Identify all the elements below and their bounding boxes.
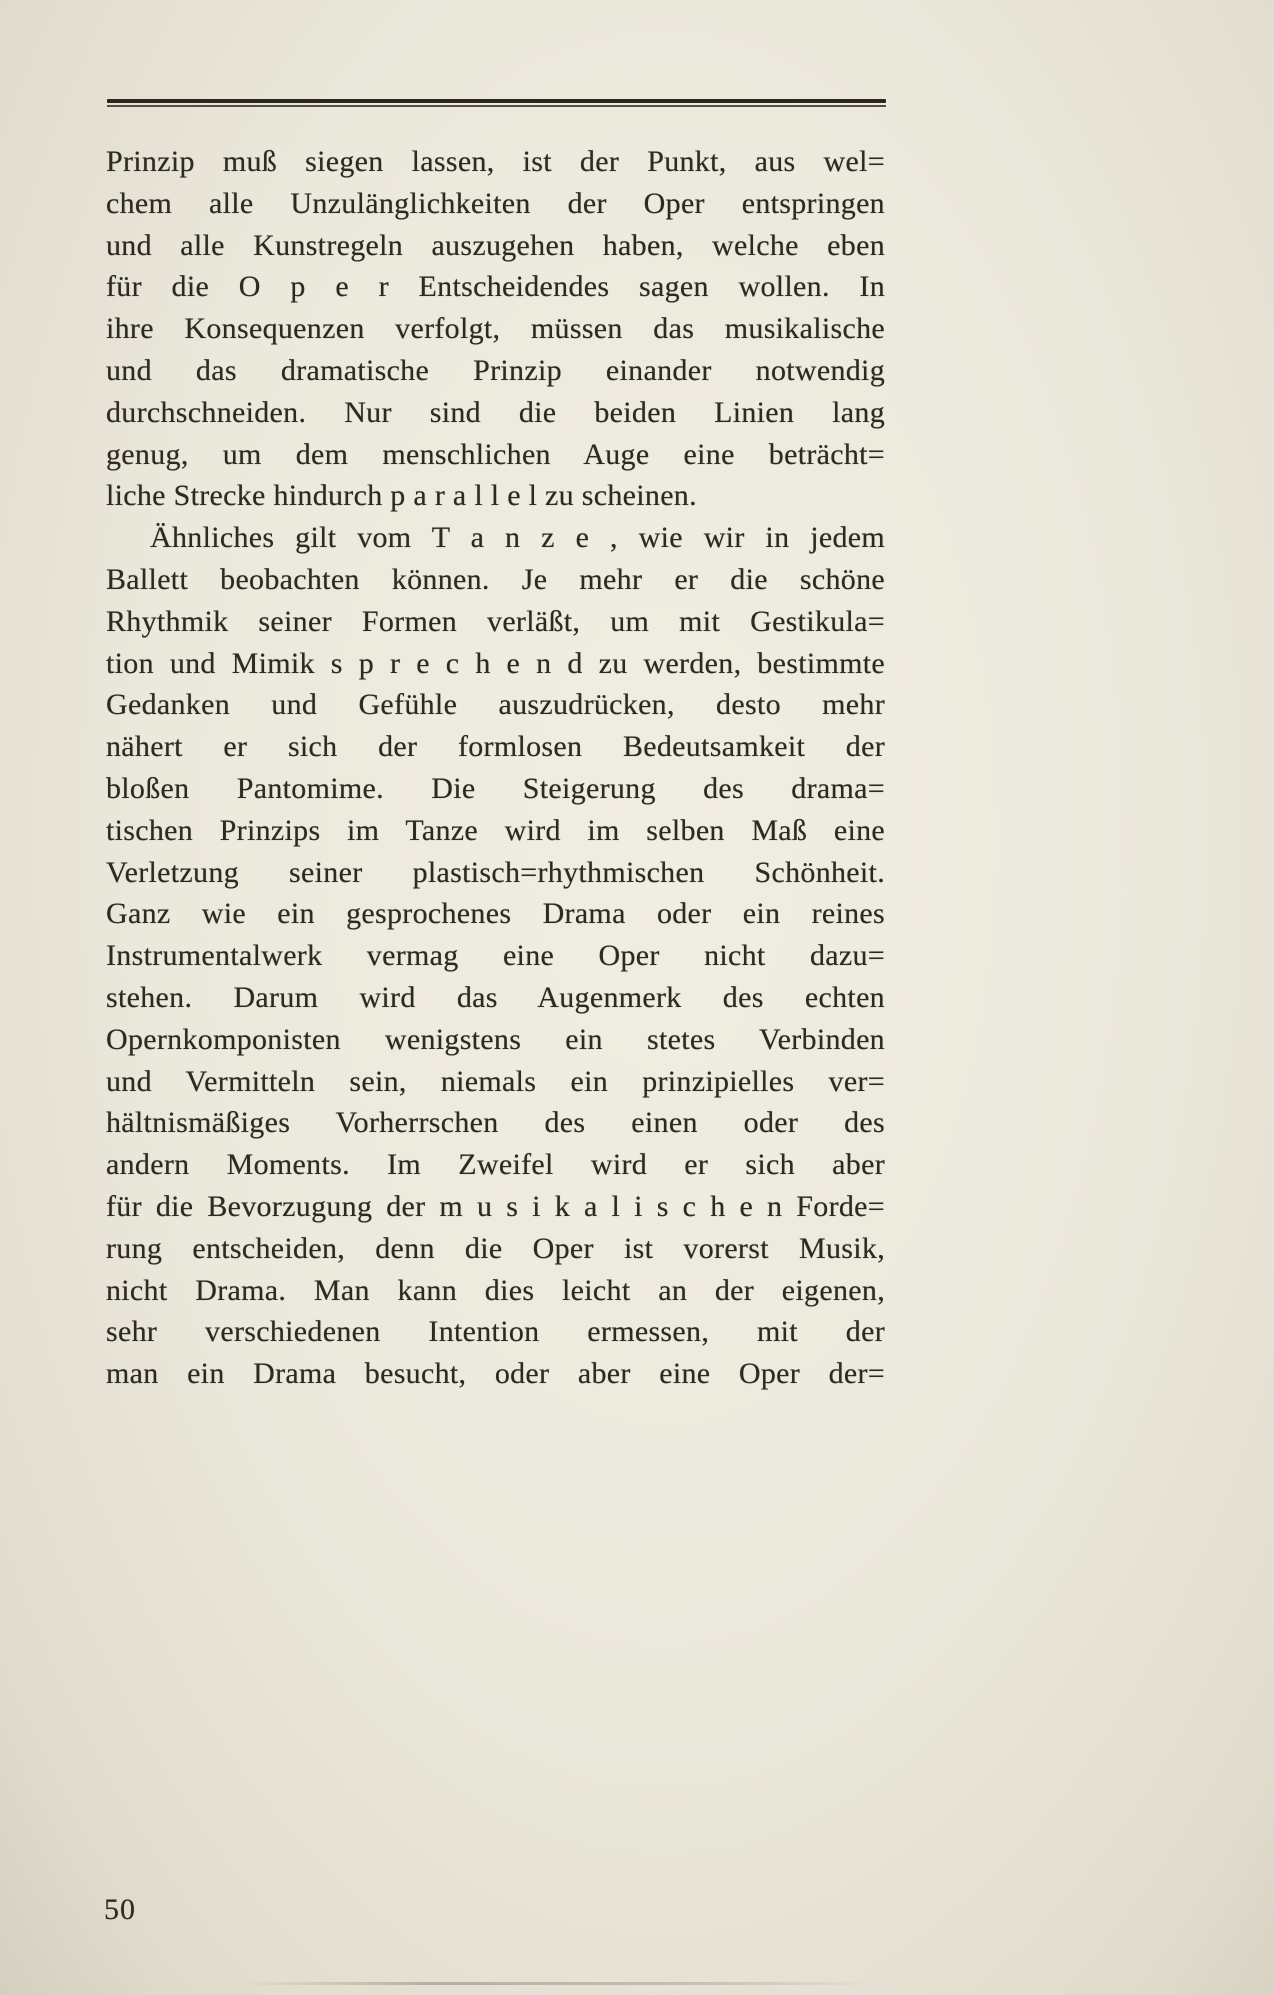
- text-line: Opernkomponisten wenigstens ein stetes Verbinden: [106, 1022, 885, 1056]
- text-line: Ballett beobachten können. Je mehr er die schöne: [106, 562, 885, 596]
- header-rule: [107, 99, 886, 107]
- scan-artifact: [240, 1982, 880, 1985]
- text-line: Verletzung seiner plastisch=rhythmischen Schönheit.: [106, 855, 885, 889]
- text-line: Prinzip muß siegen lassen, ist der Punkt, aus wel=: [106, 145, 885, 178]
- text-line: stehen. Darum wird das Augenmerk des echten: [106, 980, 885, 1014]
- text-line: tischen Prinzips im Tanze wird im selben Maß eine: [106, 813, 885, 847]
- text-line: für die O p e r Entscheidendes sagen wollen. In: [106, 270, 885, 304]
- text-line: nicht Drama. Man kann dies leicht an der eigenen,: [106, 1273, 885, 1307]
- text-line: nähert er sich der formlosen Bedeutsamkeit der: [106, 730, 885, 764]
- header-rule-thin-line: [107, 105, 886, 107]
- text-line: und alle Kunstregeln auszugehen haben, welche eben: [106, 228, 885, 262]
- text-line: genug, um dem menschlichen Auge eine beträcht=: [106, 437, 885, 471]
- text-line: durchschneiden. Nur sind die beiden Linien lang: [106, 395, 885, 429]
- text-line: bloßen Pantomime. Die Steigerung des drama=: [106, 771, 885, 805]
- text-line: Ähnliches gilt vom T a n z e , wie wir in jedem: [150, 521, 885, 555]
- text-block: [106, 141, 885, 1395]
- header-rule-thick-line: [107, 99, 886, 103]
- text-line: chem alle Unzulänglichkeiten der Oper entspringen: [106, 186, 885, 220]
- text-line: und Vermitteln sein, niemals ein prinzipielles ver=: [106, 1064, 885, 1098]
- text-line: Ganz wie ein gesprochenes Drama oder ein reines: [106, 897, 885, 931]
- text-line: für die Bevorzugung der m u s i k a l i s c h e n Forde=: [106, 1189, 885, 1223]
- text-line: ihre Konsequenzen verfolgt, müssen das musikalische: [106, 312, 885, 346]
- text-line: rung entscheiden, denn die Oper ist vorerst Musik,: [106, 1231, 885, 1265]
- text-line: und das dramatische Prinzip einander notwendig: [106, 353, 885, 387]
- text-line: man ein Drama besucht, oder aber eine Oper der=: [106, 1357, 885, 1391]
- text-line: Instrumentalwerk vermag eine Oper nicht dazu=: [106, 939, 885, 973]
- text-line: tion und Mimik s p r e c h e n d zu werden, bestimmte: [106, 646, 885, 680]
- text-line: Gedanken und Gefühle auszudrücken, desto mehr: [106, 688, 885, 722]
- text-line: liche Strecke hindurch p a r a l l e l zu scheinen.: [106, 479, 697, 513]
- page-number: 50: [104, 1893, 136, 1926]
- text-line: Rhythmik seiner Formen verläßt, um mit Gestikula=: [106, 604, 885, 638]
- text-line: sehr verschiedenen Intention ermessen, mit der: [106, 1315, 885, 1349]
- text-line: hältnismäßiges Vorherrschen des einen oder des: [106, 1106, 885, 1140]
- text-line: andern Moments. Im Zweifel wird er sich aber: [106, 1148, 885, 1182]
